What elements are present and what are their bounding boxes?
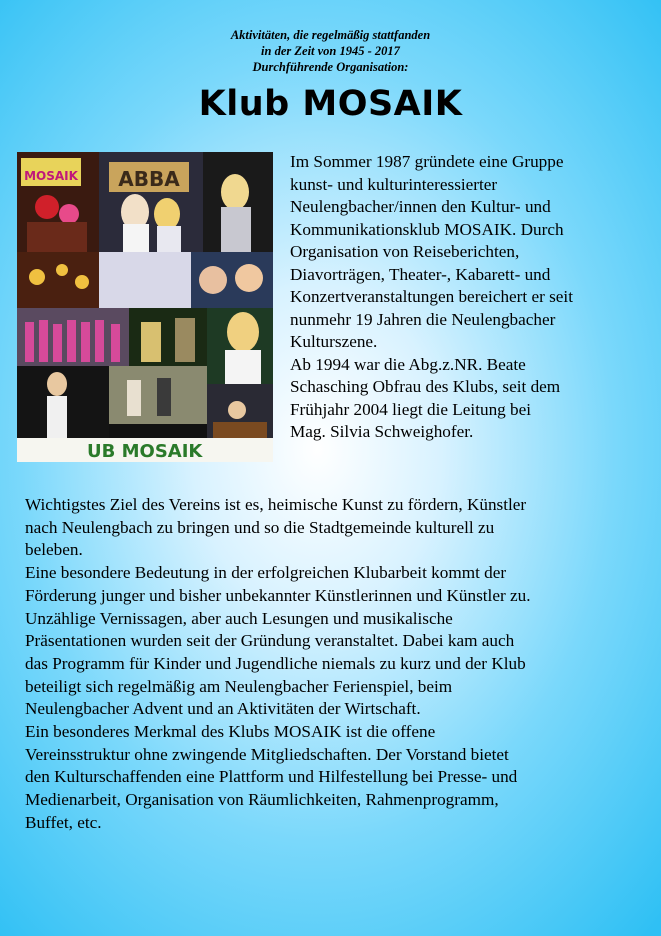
- intro-line-1: Aktivitäten, die regelmäßig stattfanden: [230, 28, 431, 42]
- intro-line-2: in der Zeit von 1945 - 2017: [261, 44, 400, 58]
- singer-head: [47, 372, 67, 396]
- dancer: [221, 174, 249, 210]
- blonde-hair: [227, 312, 259, 352]
- text-line: beteiligt sich regelmäßig am Neulengbacher Ferienspiel, beim: [25, 676, 453, 696]
- balloon-pink: [59, 204, 79, 224]
- text-line: Neulengbacher/innen den Kultur- und: [290, 197, 551, 216]
- text-line: Frühjahr 2004 liegt die Leitung bei: [290, 399, 532, 419]
- text-line: Unzählige Vernissagen, aber auch Lesungen und musikalische: [25, 608, 453, 628]
- collage-graphic: [17, 152, 273, 462]
- text-line: Im Sommer 1987 gründete eine Gruppe: [290, 152, 564, 171]
- text-line: Förderung junger und bisher unbekannter Künstlerinnen und Künstler zu.: [25, 585, 531, 605]
- text-line: Buffet, etc.: [25, 812, 102, 832]
- table: [27, 222, 87, 252]
- text-line: nunmehr 19 Jahren die Neulengbacher: [290, 309, 556, 329]
- photo-musicians: [129, 308, 207, 366]
- dancer-dress: [221, 207, 251, 252]
- person-b: [157, 378, 171, 416]
- photo-collage: [17, 152, 273, 462]
- light-3: [75, 275, 89, 289]
- performer-1-dress: [123, 224, 149, 252]
- text-line: kunst- und kulturinteressierter: [290, 174, 498, 194]
- photo-stage-light: [99, 252, 191, 308]
- text-line: das Programm für Kinder und Jugendliche niemals zu kurz und der Klub: [25, 653, 526, 673]
- abba-text: ABBA: [118, 167, 180, 191]
- intro-text: [0, 27, 661, 75]
- light-1: [29, 269, 45, 285]
- text-line: Medienarbeit, Organisation von Räumlichkeiten, Rahmenprogramm,: [25, 790, 499, 810]
- performer-2-dress: [157, 226, 181, 252]
- text-line: Eine besondere Bedeutung in der erfolgreichen Klubarbeit kommt der: [25, 563, 507, 583]
- musician-1: [141, 322, 161, 362]
- text-line: Ab 1994 war die Abg.z.NR. Beate: [290, 354, 526, 374]
- banner-text: UB MOSAIK: [87, 441, 203, 462]
- text-line: Konzertveranstaltungen bereichert er seit: [290, 287, 573, 306]
- text-line: Vereinsstruktur ohne zwingende Mitgliedschaften. Der Vorstand bietet: [25, 744, 509, 764]
- person-a: [127, 380, 141, 416]
- text-line: den Kulturschaffenden eine Plattform und Hilfestellung bei Presse- und: [25, 767, 518, 787]
- woman-2: [235, 264, 263, 292]
- text-line: Schasching Obfrau des Klubs, seit dem: [290, 377, 561, 396]
- text-line: Organisation von Reiseberichten,: [290, 242, 520, 261]
- page-title: Klub MOSAIK: [198, 84, 463, 124]
- text-line: Diavorträgen, Theater-, Kabarett- und: [290, 264, 551, 284]
- text-line: Wichtigstes Ziel des Vereins ist es, heimische Kunst zu fördern, Künstler: [25, 495, 527, 514]
- light-2: [56, 264, 68, 276]
- singer-body: [47, 396, 67, 440]
- text-beside-photo: [290, 151, 652, 444]
- text-line: Kulturszene.: [290, 332, 378, 351]
- main-text: [25, 494, 655, 835]
- mosaik-sign-text: MOSAIK: [24, 169, 78, 183]
- text-line: Mag. Silvia Schweighofer.: [290, 422, 474, 441]
- balloon-red: [35, 195, 59, 219]
- intro-line-3: Durchführende Organisation:: [252, 60, 409, 74]
- text-line: Neulengbacher Advent und an Aktivitäten der Wirtschaft.: [25, 699, 421, 719]
- woman-1: [199, 266, 227, 294]
- performer-2: [154, 198, 180, 230]
- reading-table: [213, 422, 267, 440]
- text-line: Ein besonderes Merkmal des Klubs MOSAIK ist die offene: [25, 722, 436, 742]
- text-line: Präsentationen wurden seit der Gründung veranstaltet. Dabei kam auch: [25, 631, 515, 651]
- musician-2: [175, 318, 195, 362]
- reader: [228, 401, 246, 419]
- blonde-shirt: [225, 350, 261, 384]
- text-line: beleben.: [25, 540, 83, 560]
- text-line: Kommunikationsklub MOSAIK. Durch: [290, 219, 564, 239]
- text-line: nach Neulengbach zu bringen und so die Stadtgemeinde kulturell zu: [25, 517, 495, 537]
